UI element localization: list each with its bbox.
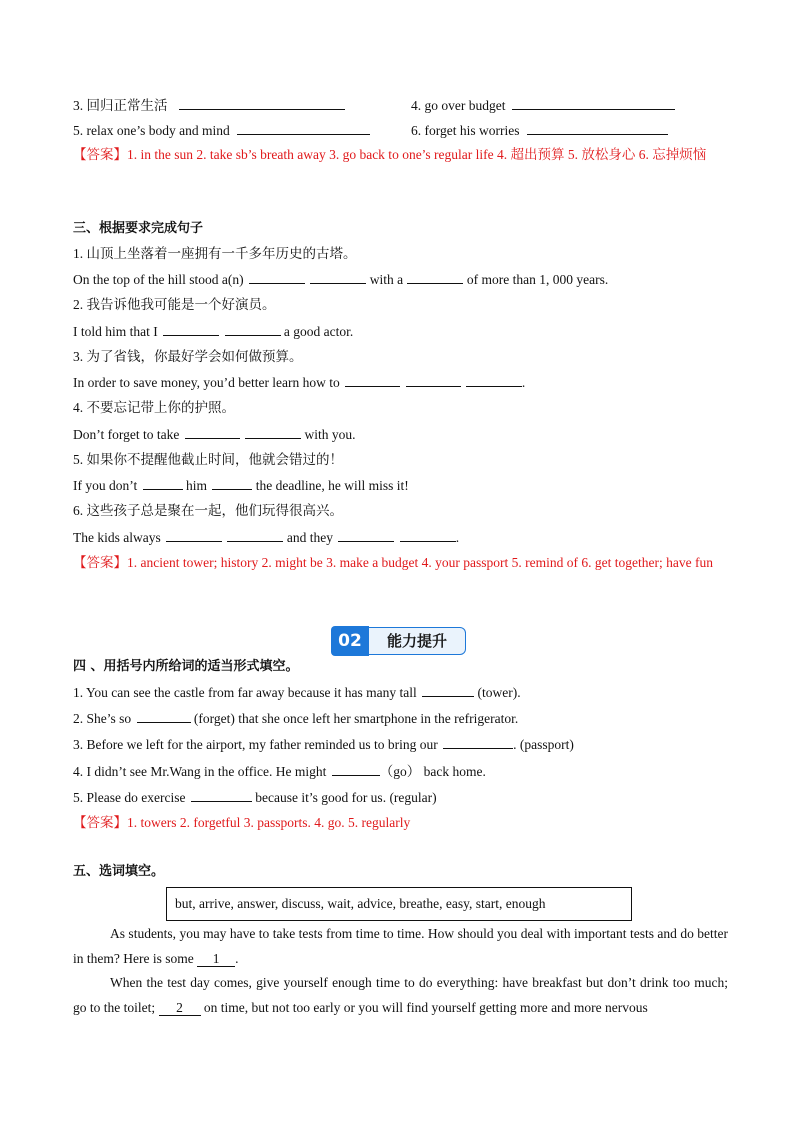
text: 2. She’s so [73,711,132,726]
sec5-title: 五、选词填空。 [73,864,165,879]
answer-blank [191,788,252,802]
sec3-q4-cn: 4. 不要忘记带上你的护照。 [73,400,235,415]
text: . [455,530,460,545]
answer-blank [527,121,668,135]
sec3-title: 三、根据要求完成句子 [73,221,204,236]
answer-blank [338,528,394,542]
answer-blank [212,476,252,490]
sec5-paragraph-1 [73,921,728,971]
vocab-item-3 [73,96,345,115]
text: Don’t forget to take [73,427,180,442]
answer-blank [179,96,345,110]
vocab-item-5 [73,121,370,140]
badge-number: 02 [331,626,369,656]
answer-blank [466,373,522,387]
text: with a [369,272,404,287]
vocab-item-6 [411,121,668,140]
text: because it’s good for us. (regular) [255,790,437,805]
answer-blank [407,270,463,284]
text: the deadline, he will miss it! [255,478,409,493]
answer-blank [237,121,370,135]
sec3-q5-cn: 5. 如果你不提醒他截止时间，他就会错过的！ [73,452,343,467]
answer-blank [185,425,240,439]
answer-blank [143,476,183,490]
text: When the test day comes, give yourself enough time to do everything: have breakfast but don’t drink too much; go to the toilet; [73,975,728,1015]
sec2-answer: 【答案】1. in the sun 2. take sb’s breath away 3. go back to one’s regular life 4. 超出预算 5. 放松身心 6. 忘掉烦恼 [73,147,707,162]
sec4-q2 [73,709,518,728]
text: As students, you may have to take tests from time to time. How should you deal with important tests and do better in them? Here is some [73,926,728,966]
vocab-item-6-text: 6. forget his worries [411,123,520,138]
text: (forget) that she once left her smartphone in the refrigerator. [193,711,519,726]
sec4-q1 [73,683,521,702]
text: him [186,478,208,493]
sec5-paragraph-2 [73,970,728,1020]
sec3-q4-en [73,425,356,444]
word-bank-text: but, arrive, answer, discuss, wait, advice, breathe, easy, start, enough [175,896,546,911]
text: of more than 1, 000 years. [466,272,609,287]
answer-blank [400,528,456,542]
text: . [235,951,239,966]
text: a good actor. [283,324,354,339]
answer-blank [310,270,366,284]
text: 3. Before we left for the airport, my father reminded us to bring our [73,737,438,752]
sec3-q1-cn: 1. 山顶上坐落着一座拥有一千多年历史的古塔。 [73,246,357,261]
answer-blank [332,762,380,776]
text: 1. You can see the castle from far away because it has many tall [73,685,417,700]
blank-1 [197,951,235,967]
sec3-q6-en [73,528,459,547]
sec3-q2-en [73,322,353,341]
answer-blank [345,373,400,387]
badge-label: 能力提升 [369,627,466,655]
sec3-q6-cn: 6. 这些孩子总是聚在一起，他们玩得很高兴。 [73,503,343,518]
vocab-item-5-text: 5. relax one’s body and mind [73,123,230,138]
text: On the top of the hill stood a(n) [73,272,244,287]
text: The kids always [73,530,161,545]
sec4-q3 [73,735,574,754]
text: and they [286,530,333,545]
text: . (passport) [513,737,574,752]
sec3-answer: 【答案】1. ancient tower; history 2. might be 3. make a budget 4. your passport 5. remind of 6. get together; have fun [73,555,713,570]
vocab-item-4-text: 4. go over budget [411,98,506,113]
answer-blank [443,735,513,749]
blank-2-number: 2 [176,1000,183,1015]
sec4-answer: 【答案】1. towers 2. forgetful 3. passports. 4. go. 5. regularly [73,815,411,830]
text: If you don’t [73,478,138,493]
answer-blank [245,425,301,439]
text: (tower). [477,685,521,700]
sec4-q5 [73,788,437,807]
text: on time, but not too early or you will find yourself getting more and more nervous [203,1000,648,1015]
text: . [521,375,526,390]
sec3-q3-en [73,373,525,392]
text: 4. I didn’t see Mr.Wang in the office. He might [73,764,327,779]
answer-blank [406,373,461,387]
sec4-q4 [73,762,486,781]
text: with you. [304,427,356,442]
sec3-q2-cn: 2. 我告诉他我可能是一个好演员。 [73,297,276,312]
vocab-item-3-text: 3. 回归正常生活 [73,98,168,113]
answer-blank [512,96,675,110]
vocab-item-4 [411,96,675,115]
text: I told him that I [73,324,158,339]
sec3-q3-cn: 3. 为了省钱，你最好学会如何做预算。 [73,349,303,364]
answer-blank [249,270,305,284]
answer-blank [422,683,474,697]
sec3-q1-en [73,270,608,289]
answer-blank [166,528,222,542]
answer-blank [227,528,283,542]
answer-blank [225,322,281,336]
word-bank-box [166,887,632,921]
text: 5. Please do exercise [73,790,186,805]
text: In order to save money, you’d better learn how to [73,375,340,390]
text: （go） back home. [379,764,486,779]
blank-1-number: 1 [212,951,220,966]
sec4-title: 四 、用括号内所给词的适当形式填空。 [73,659,299,674]
answer-blank [137,709,191,723]
sec3-q5-en [73,476,409,495]
answer-blank [163,322,219,336]
blank-2 [159,1000,201,1016]
section-badge [331,626,468,656]
